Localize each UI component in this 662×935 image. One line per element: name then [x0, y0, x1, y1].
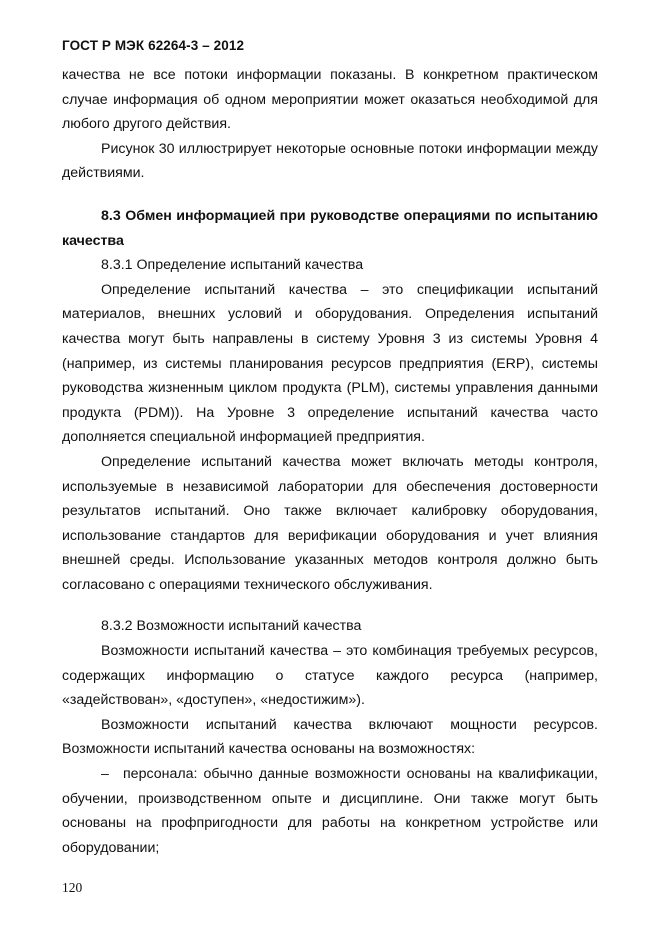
paragraph: Определение испытаний качества – это спецификации испытаний материалов, внешних условий и оборудования. Определения испытаний качества могут быть направлены в систему Уровня 3 из системы Уровня 4 (например, из системы планирования ресурсов предприятия (ERP), системы руководства жизненным циклом продукта (PLM), системы управления данными продукта (PDM)). На Уровне 3 определение испытаний качества часто дополняется специальной информацией предприятия.: [62, 281, 598, 446]
list-item: [62, 762, 598, 860]
subsection-heading-8-3-1: 8.3.1 Определение испытаний качества: [101, 257, 364, 274]
paragraph: Возможности испытаний качества включают мощности ресурсов. Возможности испытаний качества основаны на возможностях:: [62, 716, 598, 758]
document-body: [62, 63, 598, 860]
paragraph: качества не все потоки информации показаны. В конкретном практическом случае информация об одном мероприятии может оказаться необходимой для любого другого действия.: [62, 67, 598, 133]
document-header: ГОСТ Р МЭК 62264-3 – 2012: [62, 38, 245, 53]
paragraph: Рисунок 30 иллюстрирует некоторые основные потоки информации между действиями.: [62, 140, 598, 182]
page-number: 120: [62, 880, 83, 895]
list-item-text: персонала: обычно данные возможности основаны на квалификации, обучении, производственном опыте и дисциплине. Они также могут быть основаны на профпригодности для работы на конкретном устройстве или оборудовании;: [62, 766, 598, 856]
subsection-heading-8-3-2: 8.3.2 Возможности испытаний качества: [101, 618, 362, 635]
paragraph: Возможности испытаний качества – это комбинация требуемых ресурсов, содержащих информацию о статусе каждого ресурса (например, «задействован», «доступен», «недостижим»).: [62, 643, 598, 709]
list-dash: –: [101, 766, 109, 783]
section-heading-8-3: 8.3 Обмен информацией при руководстве операциями по испытанию качества: [62, 207, 598, 249]
paragraph: Определение испытаний качества может включать методы контроля, используемые в независимой лаборатории для обеспечения достоверности результатов испытаний. Оно также включает калибровку оборудования, использование стандартов для верификации оборудования и учет влияния внешней среды. Использование указанных методов контроля должно быть согласовано с операциями технического обслуживания.: [62, 453, 598, 593]
